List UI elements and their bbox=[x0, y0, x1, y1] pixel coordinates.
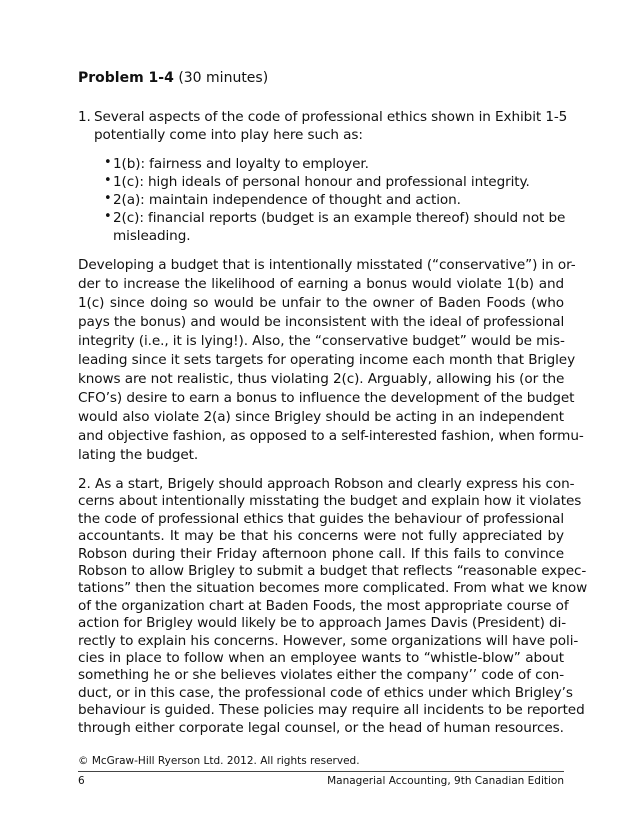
paragraph-line: cerns about intentionally misstating the budget and explain how it violates bbox=[78, 493, 582, 510]
bullet-icon: • bbox=[104, 155, 112, 170]
paragraph-line: pays the bonus) and would be inconsistent with the ideal of professional bbox=[78, 314, 565, 330]
problem-label: Problem 1-4 bbox=[78, 70, 174, 86]
paragraph-line: Robson to allow Brigley to submit a budget that reflects “reasonable expec- bbox=[78, 563, 587, 579]
bullet-icon: • bbox=[104, 209, 112, 224]
paragraph-line: behaviour is guided. These policies may require all incidents to be reported bbox=[78, 702, 585, 719]
bullet-item: 1(b): fairness and loyalty to employer. bbox=[113, 156, 369, 172]
paragraph-line: CFO’s) desire to earn a bonus to influence the development of the budget bbox=[78, 390, 575, 406]
paragraph-line: Developing a budget that is intentionally misstated (“conservative”) in or- bbox=[78, 257, 576, 273]
paragraph-line: rectly to explain his concerns. However, some organizations will have poli- bbox=[78, 632, 579, 649]
paragraph-line: knows are not realistic, thus violating 2(c). Arguably, allowing his (or the bbox=[78, 371, 565, 387]
copyright-notice: © McGraw-Hill Ryerson Ltd. 2012. All rights reserved. bbox=[78, 755, 360, 767]
page-number: 6 bbox=[78, 775, 85, 787]
paragraph-line: something he or she believes violates either the company’’ code of con- bbox=[78, 667, 564, 684]
paragraph-line: Robson during their Friday afternoon phone call. If this fails to convince bbox=[78, 545, 564, 562]
paragraph-line: der to increase the likelihood of earning a bonus would violate 1(b) and bbox=[78, 276, 564, 292]
paragraph-line: cies in place to follow when an employee wants to “whistle-blow” about bbox=[78, 650, 564, 666]
paragraph-line: duct, or in this case, the professional code of ethics under which Brigley’s bbox=[78, 684, 573, 701]
paragraph-line: accountants. It may be that his concerns were not fully appreciated by bbox=[78, 528, 564, 545]
paragraph-line: 2. As a start, Brigely should approach Robson and clearly express his con- bbox=[78, 476, 575, 492]
book-title: Managerial Accounting, 9th Canadian Edition bbox=[327, 775, 564, 787]
problem-heading bbox=[78, 70, 268, 86]
bullet-item: 2(c): financial reports (budget is an example thereof) should not be bbox=[113, 210, 566, 226]
paragraph-line: integrity (i.e., it is lying!). Also, the “conservative budget” would be mis- bbox=[78, 333, 565, 349]
paragraph-line: through either corporate legal counsel, or the head of human resources. bbox=[78, 719, 564, 736]
bullet-item: 2(a): maintain independence of thought and action. bbox=[113, 192, 461, 208]
item1-intro-line1: Several aspects of the code of professional ethics shown in Exhibit 1-5 bbox=[94, 109, 568, 125]
bullet-icon: • bbox=[104, 191, 112, 206]
bullet-icon: • bbox=[104, 173, 112, 188]
paragraph-line: lating the budget. bbox=[78, 447, 199, 463]
bullet-item: 1(c): high ideals of personal honour and professional integrity. bbox=[113, 174, 530, 190]
paragraph-line: leading since it sets targets for operating income each month that Brigley bbox=[78, 352, 576, 368]
bullet-item-continuation: misleading. bbox=[113, 228, 191, 244]
paragraph-line: action for Brigley would likely be to approach James Davis (President) di- bbox=[78, 615, 567, 632]
paragraph-line: the code of professional ethics that guides the behaviour of professional bbox=[78, 510, 564, 527]
paragraph-line: tations” then the situation becomes more complicated. From what we know bbox=[78, 580, 588, 597]
problem-time: (30 minutes) bbox=[178, 70, 269, 86]
footer-divider bbox=[78, 771, 564, 772]
item1-intro-line2: potentially come into play here such as: bbox=[94, 127, 363, 143]
item1-number: 1. bbox=[78, 109, 91, 125]
paragraph-line: 1(c) since doing so would be unfair to the owner of Baden Foods (who bbox=[78, 295, 564, 311]
paragraph-line: of the organization chart at Baden Foods, the most appropriate course of bbox=[78, 597, 569, 614]
paragraph-line: would also violate 2(a) since Brigley should be acting in an independent bbox=[78, 409, 564, 425]
paragraph-line: and objective fashion, as opposed to a self-interested fashion, when formu- bbox=[78, 428, 584, 444]
